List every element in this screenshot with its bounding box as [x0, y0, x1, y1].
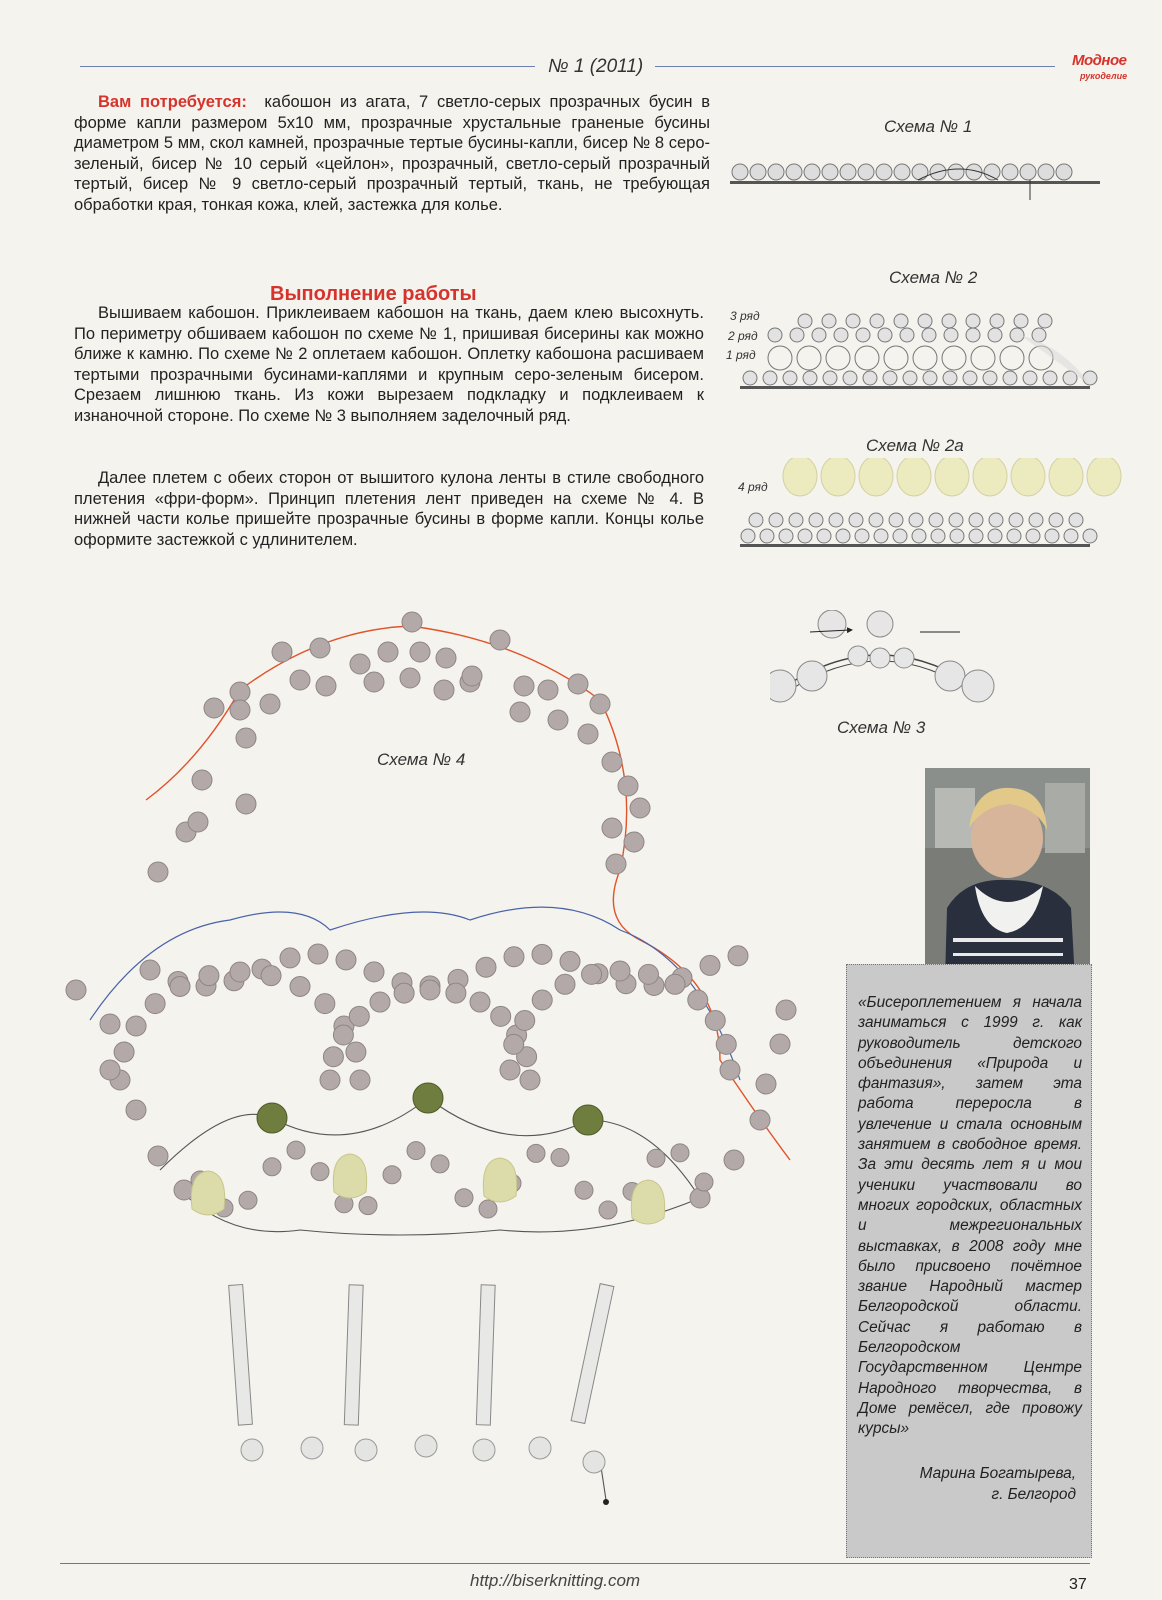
bead: [140, 960, 160, 980]
bead: [568, 674, 588, 694]
bead: [370, 992, 390, 1012]
bead: [490, 630, 510, 650]
bead: [520, 1070, 540, 1090]
bead: [241, 1439, 263, 1461]
bead: [848, 646, 868, 666]
drop-bead: [935, 458, 969, 496]
bead: [732, 164, 748, 180]
bead: [455, 1189, 473, 1207]
bead: [984, 164, 1000, 180]
bead: [436, 648, 456, 668]
row-4-label: 4 ряд: [738, 480, 768, 494]
bead: [817, 529, 831, 543]
materials-paragraph: [74, 92, 710, 216]
bead: [188, 812, 208, 832]
drop-bead: [973, 458, 1007, 496]
green-bead: [257, 1103, 287, 1133]
bead: [479, 1200, 497, 1218]
bead: [100, 1014, 120, 1034]
bead: [756, 1074, 776, 1094]
scheme-4-caption: Схема № 4: [377, 750, 466, 769]
bead: [728, 946, 748, 966]
bead: [575, 1181, 593, 1199]
bead: [720, 1060, 740, 1080]
bead: [606, 854, 626, 874]
bead: [750, 1110, 770, 1130]
bead: [538, 680, 558, 700]
green-bead: [413, 1083, 443, 1113]
bead: [515, 1011, 535, 1031]
bead: [1023, 371, 1037, 385]
bead: [599, 1201, 617, 1219]
drop-bead: [333, 1154, 366, 1198]
drop-bead: [859, 458, 893, 496]
bead: [863, 371, 877, 385]
bead: [750, 164, 766, 180]
bead: [786, 164, 802, 180]
bead: [647, 1149, 665, 1167]
bead: [230, 700, 250, 720]
bead: [804, 164, 820, 180]
bead: [402, 612, 422, 632]
bead: [912, 529, 926, 543]
bead: [394, 983, 414, 1003]
author-quote: «Бисероплетением я начала заниматься с 1999 г. как руководитель детского объединения «Природа и фантазия», затем эта работа переросла в увлечение и стала основным занятием в свободное время. За эти десять лет я и мои ученики участвовали во многих городских, областных и межрегиональных выставках, в 2008 году мне было присвоено почётное звание Народный мастер Белгородской области. Сейчас я работаю в Белгородском Государственном Центре Народного творчества, в Доме ремёсел, где провожу курсы»: [858, 994, 1082, 1438]
bead: [548, 710, 568, 730]
bead: [529, 1437, 551, 1459]
bead: [610, 961, 630, 981]
bead: [749, 513, 763, 527]
bead: [100, 1060, 120, 1080]
bead: [308, 944, 328, 964]
bead-ring: [942, 346, 966, 370]
bead: [551, 1148, 569, 1166]
bead: [798, 314, 812, 328]
bead: [798, 529, 812, 543]
bead: [148, 862, 168, 882]
bead: [894, 164, 910, 180]
bead: [950, 529, 964, 543]
bead: [962, 670, 994, 702]
bead: [1009, 513, 1023, 527]
drop-bead: [483, 1158, 516, 1202]
bead: [638, 964, 658, 984]
author-city: г. Белгород: [991, 1486, 1076, 1503]
bead: [776, 1000, 796, 1020]
bead: [741, 529, 755, 543]
bead: [931, 529, 945, 543]
bead: [630, 798, 650, 818]
bead: [287, 1141, 305, 1159]
bead: [923, 371, 937, 385]
bead: [272, 642, 292, 662]
bead: [310, 638, 330, 658]
bead: [789, 513, 803, 527]
bead: [829, 513, 843, 527]
bead: [856, 328, 870, 342]
bugle-bead: [571, 1284, 614, 1424]
bead: [929, 513, 943, 527]
bead: [462, 666, 482, 686]
bead: [918, 314, 932, 328]
bead: [790, 328, 804, 342]
bead: [491, 1006, 511, 1026]
bead: [1038, 164, 1054, 180]
bead: [878, 328, 892, 342]
bead: [935, 661, 965, 691]
bead: [349, 1006, 369, 1026]
bead: [236, 794, 256, 814]
bead: [779, 529, 793, 543]
bead: [1064, 529, 1078, 543]
bead: [803, 371, 817, 385]
bead: [870, 314, 884, 328]
bead: [311, 1163, 329, 1181]
bead: [364, 962, 384, 982]
drop-bead: [783, 458, 817, 496]
bead: [743, 371, 757, 385]
magazine-logo-sub: рукоделие: [1080, 71, 1128, 81]
bead: [578, 724, 598, 744]
bead: [948, 164, 964, 180]
bead: [400, 668, 420, 688]
bead: [889, 513, 903, 527]
bead: [949, 513, 963, 527]
bead: [812, 328, 826, 342]
bead: [618, 776, 638, 796]
bugle-bead: [229, 1285, 253, 1426]
bead: [500, 1060, 520, 1080]
bead: [431, 1155, 449, 1173]
bead: [822, 314, 836, 328]
bead: [1010, 328, 1024, 342]
bead: [320, 1070, 340, 1090]
bead: [1069, 513, 1083, 527]
author-signature: [858, 1463, 1076, 1505]
scheme-4-diagram: [0, 600, 840, 1540]
bead: [66, 980, 86, 1000]
bead: [336, 950, 356, 970]
bead: [665, 974, 685, 994]
bead: [983, 371, 997, 385]
bead: [969, 529, 983, 543]
bead-ring: [797, 346, 821, 370]
bead: [894, 314, 908, 328]
bead: [903, 371, 917, 385]
bead: [763, 371, 777, 385]
bead: [532, 944, 552, 964]
bead: [532, 990, 552, 1010]
bead: [944, 328, 958, 342]
bead: [855, 529, 869, 543]
bead: [510, 702, 530, 722]
bead: [1056, 164, 1072, 180]
scheme-2a-caption: Схема № 2а: [866, 436, 964, 455]
thread-end-dot: [603, 1499, 609, 1505]
bead: [989, 513, 1003, 527]
bead: [988, 328, 1002, 342]
bead: [900, 328, 914, 342]
bead: [883, 371, 897, 385]
scheme-1-diagram: [730, 140, 1130, 220]
header-rule-right: [655, 66, 1055, 67]
bead: [420, 980, 440, 1000]
bead-ring: [884, 346, 908, 370]
bead: [239, 1191, 257, 1209]
bead: [476, 957, 496, 977]
author-name: Марина Богатырева,: [919, 1465, 1076, 1482]
bead: [700, 955, 720, 975]
drop-bead: [1087, 458, 1121, 496]
bead: [560, 951, 580, 971]
author-photo: [925, 768, 1090, 980]
bead-ring: [1000, 346, 1024, 370]
bead: [688, 990, 708, 1010]
bead: [446, 983, 466, 1003]
bead: [383, 1166, 401, 1184]
bead-ring: [855, 346, 879, 370]
bead: [316, 676, 336, 696]
bead: [671, 1144, 689, 1162]
bead: [1007, 529, 1021, 543]
page-number: 37: [1069, 1576, 1087, 1593]
row-1-label: 1 ряд: [726, 348, 756, 362]
bead: [582, 964, 602, 984]
bead-ring: [768, 346, 792, 370]
bead: [199, 966, 219, 986]
bead: [315, 994, 335, 1014]
instructions-paragraph-1: Вышиваем кабошон. Приклеиваем кабошон на ткань, даем клею высохнуть. По периметру обшиваем кабошон по схеме № 1, пришивая бисерины как можно ближе к камню. По схеме № 2 оплетаем кабошон. Оплетку кабошона расшиваем тертыми прозрачными бусинами-каплями и крупным серо-зеленым бисером. Срезаем лишнюю ткань. Из кожи вырезаем подкладку и подклеиваем к изнаночной стороне. По схеме № 3 выполняем заделочный ряд.: [74, 304, 704, 425]
bead: [280, 948, 300, 968]
bead: [602, 752, 622, 772]
bead: [909, 513, 923, 527]
bead: [770, 1034, 790, 1054]
bead: [290, 670, 310, 690]
bead: [230, 962, 250, 982]
bead: [148, 1146, 168, 1166]
bead: [355, 1439, 377, 1461]
bead: [769, 513, 783, 527]
bead: [415, 1435, 437, 1457]
bead: [695, 1173, 713, 1191]
bead: [969, 513, 983, 527]
footer-rule: [60, 1563, 1090, 1564]
bead: [504, 1034, 524, 1054]
bead: [301, 1437, 323, 1459]
bead: [590, 694, 610, 714]
site-url[interactable]: http://biserknitting.com: [470, 1571, 641, 1590]
bead: [126, 1016, 146, 1036]
bead: [705, 1011, 725, 1031]
bead: [378, 642, 398, 662]
bead: [876, 164, 892, 180]
bead: [724, 1150, 744, 1170]
bead: [192, 770, 212, 790]
bead: [359, 1197, 377, 1215]
bead: [350, 654, 370, 674]
bead-ring: [826, 346, 850, 370]
drop-bead: [191, 1171, 224, 1215]
bead: [990, 314, 1004, 328]
drop-bead: [631, 1180, 664, 1224]
bead: [145, 994, 165, 1014]
bead: [1020, 164, 1036, 180]
bead: [527, 1144, 545, 1162]
bead: [114, 1042, 134, 1062]
bead: [555, 974, 575, 994]
scheme-2-diagram: [720, 295, 1130, 415]
bead: [434, 680, 454, 700]
scheme-2-caption: Схема № 2: [889, 268, 978, 287]
bead: [514, 676, 534, 696]
bead: [1026, 529, 1040, 543]
bead: [760, 529, 774, 543]
bead: [473, 1439, 495, 1461]
bead: [470, 992, 490, 1012]
drop-bead: [821, 458, 855, 496]
section-title: Выполнение работы: [270, 283, 477, 305]
bead: [333, 1025, 353, 1045]
materials-text: кабошон из агата, 7 светло-серых прозрачных бусин в форме капли размером 5х10 мм, прозрачные хрустальные граненые бусины диаметром 5 мм, скол камней, прозрачные тертые бусины-капли, бисер № 8 серо-зеленый, бисер № 10 серый «цейлон», прозрачный, светло-серый прозрачный тертый, бисер № 9 светло-серый прозрачный тертый, ткань, не требующая обработки края, тонкая кожа, клей, застежка для колье.: [74, 93, 710, 214]
instructions-paragraph-2: Далее плетем с обеих сторон от вышитого кулона ленты в стиле свободного плетения «фри-форм». Принцип плетения лент приведен на схеме № 4. В нижней части колье пришейте прозрачные бусины в форме капли. Концы колье оформите застежкой с удлинителем.: [74, 469, 704, 549]
bead: [261, 966, 281, 986]
bead: [350, 1070, 370, 1090]
bead: [236, 728, 256, 748]
bead: [922, 328, 936, 342]
bead: [1045, 529, 1059, 543]
drop-bead: [897, 458, 931, 496]
bead: [943, 371, 957, 385]
bead: [126, 1100, 146, 1120]
bead: [583, 1451, 605, 1473]
bead: [1014, 314, 1028, 328]
bead: [893, 529, 907, 543]
magazine-logo: Модное: [1072, 52, 1127, 69]
bead: [858, 164, 874, 180]
bead: [346, 1042, 366, 1062]
bead: [263, 1158, 281, 1176]
bead: [1003, 371, 1017, 385]
bead: [966, 314, 980, 328]
bead: [849, 513, 863, 527]
scheme-2a-diagram: [730, 458, 1130, 558]
bead: [1083, 529, 1097, 543]
bead-ring: [971, 346, 995, 370]
bead: [364, 672, 384, 692]
bead: [407, 1142, 425, 1160]
bead: [836, 529, 850, 543]
header-rule-left: [80, 66, 535, 67]
bead: [867, 611, 893, 637]
materials-label: Вам потребуется:: [98, 93, 247, 111]
bead: [768, 328, 782, 342]
bead: [783, 371, 797, 385]
bead: [768, 164, 784, 180]
bead: [230, 682, 250, 702]
bead: [410, 642, 430, 662]
bead: [963, 371, 977, 385]
bead: [912, 164, 928, 180]
bead: [809, 513, 823, 527]
bead: [716, 1034, 736, 1054]
drop-bead: [1011, 458, 1045, 496]
bead: [504, 947, 524, 967]
bead: [1029, 513, 1043, 527]
bead: [870, 648, 890, 668]
bead: [1049, 513, 1063, 527]
bead: [323, 1047, 343, 1067]
bead: [1083, 371, 1097, 385]
bead: [874, 529, 888, 543]
bead-ring: [913, 346, 937, 370]
drop-bead: [1049, 458, 1083, 496]
bead: [894, 648, 914, 668]
bead: [602, 818, 622, 838]
row-2-label: 2 ряд: [728, 329, 758, 343]
bead: [290, 976, 310, 996]
bugle-bead: [344, 1285, 363, 1425]
bead: [843, 371, 857, 385]
bugle-bead: [476, 1285, 495, 1425]
bead: [1002, 164, 1018, 180]
bead: [1038, 314, 1052, 328]
bead: [823, 371, 837, 385]
green-bead: [573, 1105, 603, 1135]
bead: [840, 164, 856, 180]
bead: [988, 529, 1002, 543]
bead: [822, 164, 838, 180]
bead: [942, 314, 956, 328]
bead: [834, 328, 848, 342]
bead: [1043, 371, 1057, 385]
bead: [869, 513, 883, 527]
bead: [846, 314, 860, 328]
thread-line: [160, 1098, 700, 1235]
bead: [966, 328, 980, 342]
row-3-label: 3 ряд: [730, 309, 760, 323]
scheme-3-caption: Схема № 3: [837, 718, 926, 737]
scheme-1-caption: Схема № 1: [884, 117, 973, 136]
bead: [204, 698, 224, 718]
issue-number: № 1 (2011): [548, 56, 644, 77]
bead: [624, 832, 644, 852]
bead: [260, 694, 280, 714]
bead: [170, 976, 190, 996]
